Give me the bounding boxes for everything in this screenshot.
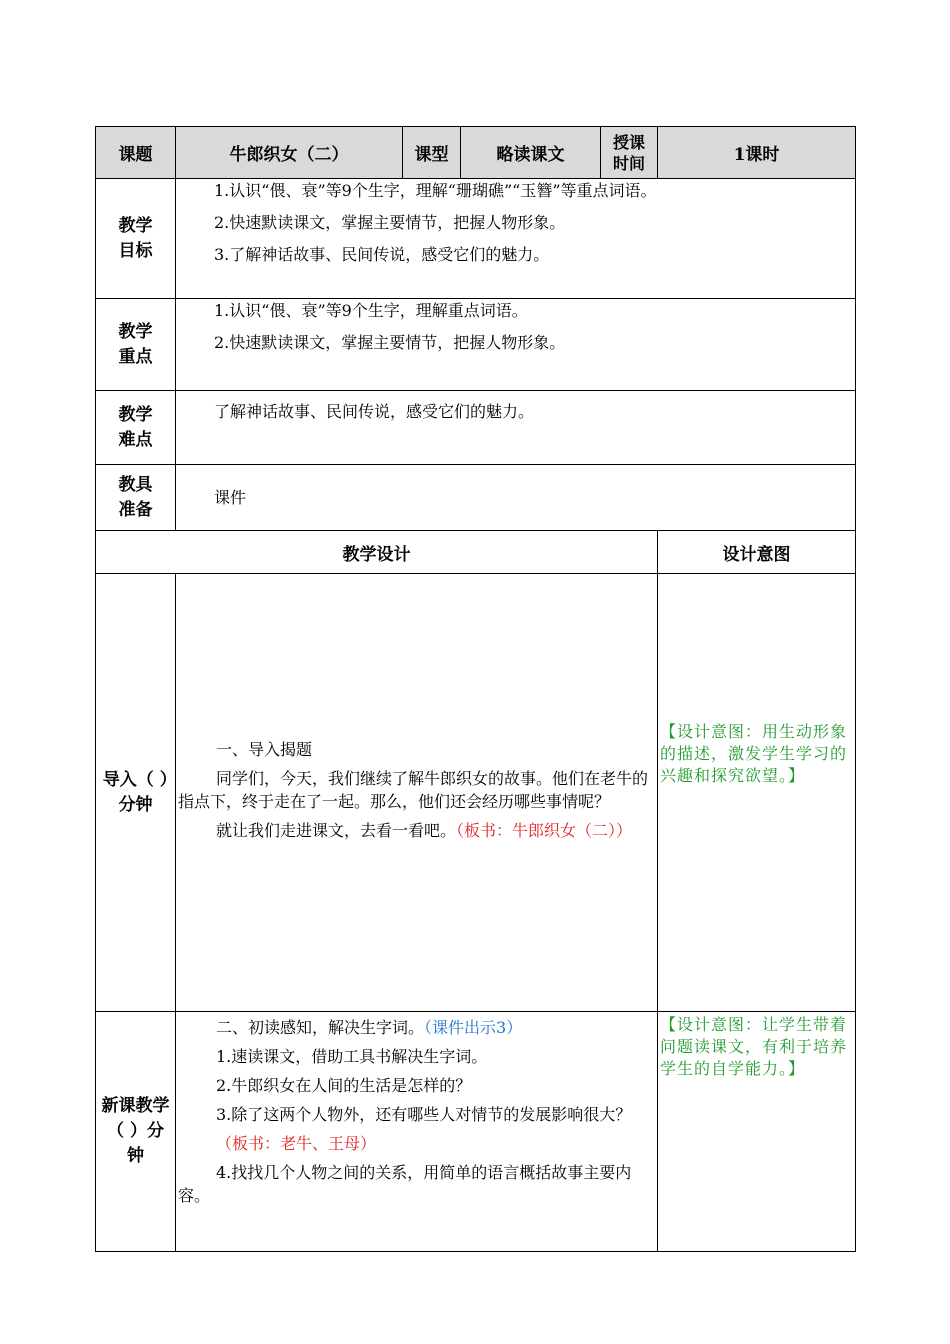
new-lesson-heading [178, 1016, 657, 1039]
new-lesson-intent: 【设计意图：让学生带着问题读课文，有利于培养学生的自学能力。】 [660, 1015, 848, 1078]
intro-intent-cell [658, 574, 856, 1012]
goals-row [96, 179, 856, 299]
type-value: 略读课文 [461, 127, 601, 179]
new-lesson-intent-cell [658, 1012, 856, 1252]
type-label: 课型 [403, 127, 461, 179]
difficulties-text: 了解神话故事、民间传说，感受它们的魅力。 [214, 402, 535, 421]
design-header-row [96, 531, 856, 574]
intro-board-note: （板书：牛郎织女（二）） [456, 820, 633, 840]
difficulties-label: 教学难点 [96, 391, 176, 465]
difficulties-content [176, 391, 856, 465]
hours-value: 1课时 [658, 127, 856, 179]
tools-label: 教具准备 [96, 465, 176, 531]
new-lesson-row [96, 1012, 856, 1252]
key-points-content [176, 299, 856, 391]
time-label: 授课时间 [601, 127, 658, 179]
question-item: 4.找找几个人物之间的关系，用简单的语言概括故事主要内容。 [178, 1163, 632, 1205]
intro-heading: 一、导入揭题 [216, 739, 313, 759]
key-points-row [96, 299, 856, 391]
new-lesson-content [176, 1012, 658, 1252]
key-points-label: 教学重点 [96, 299, 176, 391]
design-header-left: 教学设计 [96, 531, 658, 574]
topic-value: 牛郎织女（二） [176, 127, 403, 179]
question-item: 3.除了这两个人物外，还有哪些人对情节的发展影响很大？ [216, 1105, 632, 1124]
header-row [96, 127, 856, 179]
lesson-plan-sheet [95, 126, 855, 1252]
difficulties-row [96, 391, 856, 465]
lesson-plan-table [95, 126, 856, 1252]
question-item: 2.牛郎织女在人间的生活是怎样的？ [216, 1076, 472, 1095]
courseware-note: （课件出示3） [424, 1018, 523, 1037]
key-point-item: 2.快速默读课文，掌握主要情节，把握人物形象。 [214, 333, 566, 352]
tools-text: 课件 [214, 488, 247, 507]
intro-paragraph: 同学们，今天，我们继续了解牛郎织女的故事。他们在老牛的指点下，终于走在了一起。那么，他们还会经历哪些事情呢？ [178, 768, 649, 811]
intro-row [96, 574, 856, 1012]
tools-row [96, 465, 856, 531]
goals-label: 教学目标 [96, 179, 176, 299]
intro-paragraph-2 [178, 819, 657, 842]
tools-content [176, 465, 856, 531]
question-item: 1.速读课文，借助工具书解决生字词。 [216, 1047, 488, 1066]
intro-label: 导入（ ）分钟 [96, 574, 176, 1012]
intro-paragraph-2-text: 就让我们走进课文，去看一看吧。 [216, 820, 457, 840]
goal-item: 3.了解神话故事、民间传说，感受它们的魅力。 [214, 245, 550, 264]
intro-content [176, 574, 658, 1012]
intro-intent: 【设计意图：用生动形象的描述，激发学生学习的兴趣和探究欲望。】 [660, 721, 848, 785]
design-header-right: 设计意图 [658, 531, 856, 574]
goal-item: 1.认识“偎、衰”等9个生字，理解“珊瑚礁”“玉簪”等重点词语。 [214, 181, 657, 200]
topic-label: 课题 [96, 127, 176, 179]
new-lesson-board-note: （板书：老牛、王母） [216, 1134, 377, 1153]
goal-item: 2.快速默读课文，掌握主要情节，把握人物形象。 [214, 213, 566, 232]
key-point-item: 1.认识“偎、衰”等9个生字，理解重点词语。 [214, 301, 528, 320]
new-lesson-heading-text: 二、初读感知，解决生字词。 [216, 1018, 425, 1037]
new-lesson-label: 新课教学（ ）分钟 [96, 1012, 176, 1252]
goals-content [176, 179, 856, 299]
